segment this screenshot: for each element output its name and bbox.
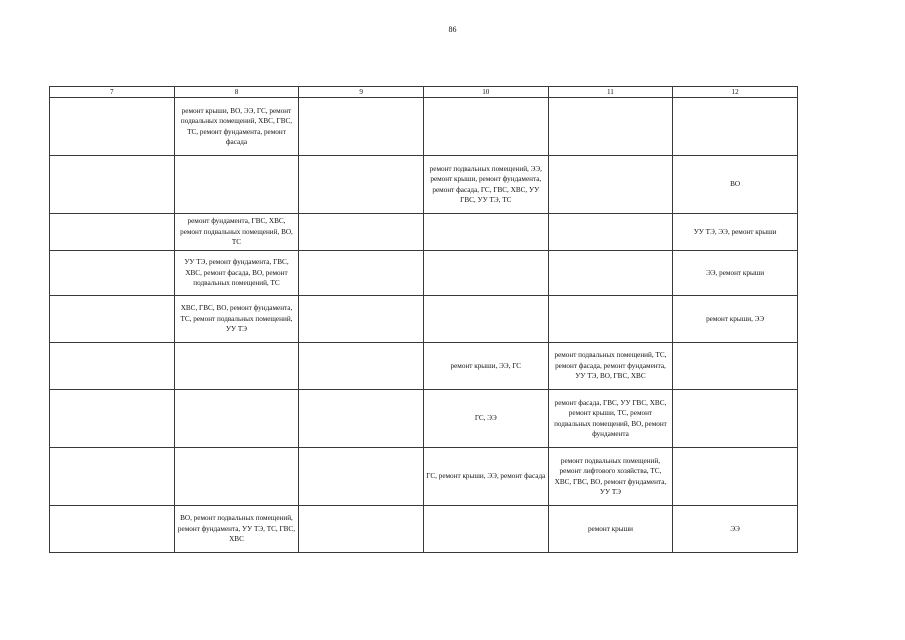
table-cell: ремонт подвальных помещений, ЭЭ, ремонт крыши, ремонт фундамента, ремонт фасада, ГС, ГВС, ХВС, УУ ГВС, УУ ТЭ, ТС: [423, 156, 548, 214]
table-cell: [299, 156, 424, 214]
table-cell: [50, 448, 175, 506]
column-header-8: 8: [174, 87, 299, 98]
table-cell: [423, 251, 548, 296]
table-row: [50, 214, 798, 251]
table-cell: [673, 390, 798, 448]
table-row: [50, 251, 798, 296]
table-cell: [299, 448, 424, 506]
table-cell: [423, 506, 548, 553]
table-cell: [299, 296, 424, 343]
table-cell: ремонт крыши: [548, 506, 673, 553]
table-row: [50, 448, 798, 506]
column-header-7: 7: [50, 87, 175, 98]
table-cell: ремонт подвальных помещений, ТС, ремонт фасада, ремонт фундамента, УУ ТЭ, ВО, ГВС, ХВС: [548, 343, 673, 390]
table-cell: [174, 390, 299, 448]
table-cell: [548, 251, 673, 296]
table-row: [50, 390, 798, 448]
table-cell: [50, 98, 175, 156]
table-cell: [50, 390, 175, 448]
table-cell: ремонт крыши, ЭЭ: [673, 296, 798, 343]
table-cell: [174, 343, 299, 390]
table-cell: [299, 506, 424, 553]
table-row: [50, 296, 798, 343]
table-cell: ремонт фасада, ГВС, УУ ГВС, ХВС, ремонт крыши, ТС, ремонт подвальных помещений, ВО, ремонт фундамента: [548, 390, 673, 448]
works-table: [49, 86, 798, 553]
table-cell: [299, 251, 424, 296]
table-cell: [548, 98, 673, 156]
header-row: [50, 87, 798, 98]
page-number: 86: [448, 25, 457, 34]
column-header-10: 10: [423, 87, 548, 98]
table-cell: ремонт фундамента, ГВС, ХВС, ремонт подвальных помещений, ВО, ТС: [174, 214, 299, 251]
table-cell: [673, 343, 798, 390]
table-cell: ремонт крыши, ЭЭ, ГС: [423, 343, 548, 390]
table-cell: [299, 214, 424, 251]
table-cell: [50, 251, 175, 296]
table-cell: ГС, ЭЭ: [423, 390, 548, 448]
table-cell: ЭЭ: [673, 506, 798, 553]
column-header-12: 12: [673, 87, 798, 98]
table-cell: [673, 448, 798, 506]
table-row: [50, 343, 798, 390]
table-cell: [50, 214, 175, 251]
table-row: [50, 98, 798, 156]
table-cell: [50, 506, 175, 553]
table-cell: ХВС, ГВС, ВО, ремонт фундамента, ТС, ремонт подвальных помещений, УУ ТЭ: [174, 296, 299, 343]
table-cell: ремонт крыши, ВО, ЭЭ, ГС, ремонт подвальных помещений, ХВС, ГВС, ТС, ремонт фундамента, ремонт фасада: [174, 98, 299, 156]
table-cell: [50, 296, 175, 343]
table-cell: [174, 156, 299, 214]
table-cell: [174, 448, 299, 506]
table-cell: [548, 156, 673, 214]
table-cell: ремонт подвальных помещений, ремонт лифтового хозяйства, ТС, ХВС, ГВС, ВО, ремонт фундамента, УУ ТЭ: [548, 448, 673, 506]
table-cell: [299, 343, 424, 390]
table-cell: ГС, ремонт крыши, ЭЭ, ремонт фасада: [423, 448, 548, 506]
table-cell: [548, 214, 673, 251]
table-row: [50, 156, 798, 214]
column-header-11: 11: [548, 87, 673, 98]
table-cell: [50, 343, 175, 390]
table-cell: [548, 296, 673, 343]
table-cell: [423, 296, 548, 343]
table-cell: [50, 156, 175, 214]
table-row: [50, 506, 798, 553]
column-header-9: 9: [299, 87, 424, 98]
table-cell: [673, 98, 798, 156]
table-cell: УУ ТЭ, ЭЭ, ремонт крыши: [673, 214, 798, 251]
table-cell: [423, 214, 548, 251]
table-cell: ЭЭ, ремонт крыши: [673, 251, 798, 296]
table-cell: [299, 98, 424, 156]
table-cell: ВО, ремонт подвальных помещений, ремонт фундамента, УУ ТЭ, ТС, ГВС, ХВС: [174, 506, 299, 553]
table-cell: [423, 98, 548, 156]
table-cell: ВО: [673, 156, 798, 214]
table-cell: УУ ТЭ, ремонт фундамента, ГВС, ХВС, ремонт фасада, ВО, ремонт подвальных помещений, ТС: [174, 251, 299, 296]
table-cell: [299, 390, 424, 448]
